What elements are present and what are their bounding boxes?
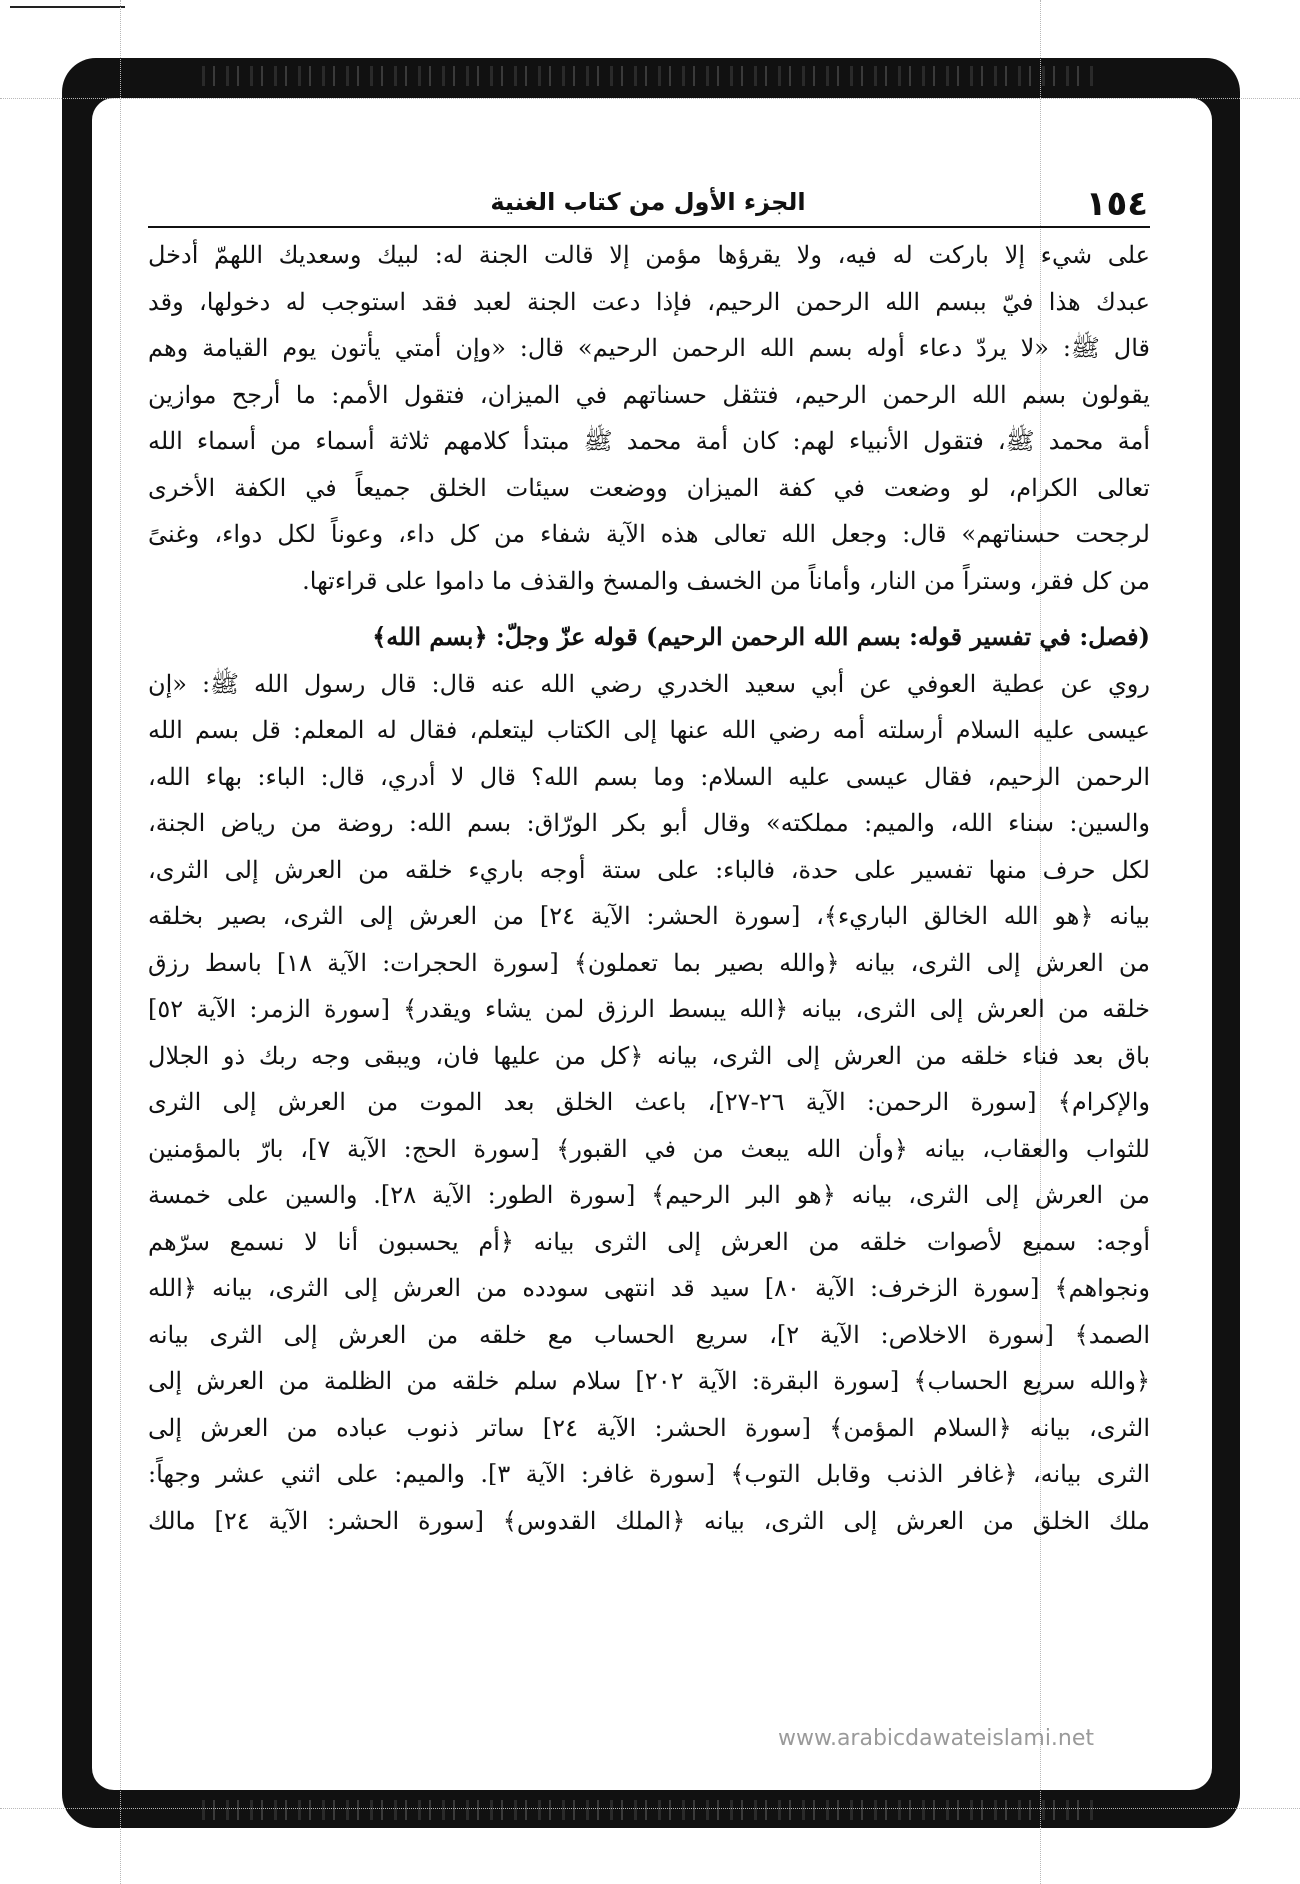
text-line: ملك الخلق من العرش إلى الثرى، بيانه ﴿الملك القدوس﴾ [سورة الحشر: الآية ٢٤] مالك bbox=[148, 1506, 1150, 1535]
text-line: على شيء إلا باركت له فيه، ولا يقرؤها مؤمن إلا قالت الجنة له: لبيك وسعديك اللهمّ أدخل bbox=[148, 241, 1150, 269]
text-line: عبدك هذا فيّ ببسم الله الرحمن الرحيم، فإذا دعت الجنة لعبد فقد استوجب له دخولها، وقد bbox=[148, 287, 1150, 316]
text-line: ﴿والله سريع الحساب﴾ [سورة البقرة: الآية ٢٠٢] سلام سلم خلقه من الظلمة من العرش إلى bbox=[148, 1367, 1150, 1395]
text-line: باق بعد فناء خلقه من العرش إلى الثرى، بيانه ﴿كل من عليها فان، ويبقى وجه ربك ذو الجلال bbox=[148, 1041, 1150, 1070]
text-line: قال ﷺ: «لا يردّ دعاء أوله بسم الله الرحمن الرحيم» قال: «وإن أمتي يأتون يوم القيامة وهم bbox=[148, 334, 1150, 362]
watermark-url: www.arabicdawateislami.net bbox=[778, 1726, 1095, 1751]
text-line: الثرى، بيانه ﴿السلام المؤمن﴾ [سورة الحشر: الآية ٢٤] ساتر ذنوب عباده من العرش إلى bbox=[148, 1413, 1150, 1442]
text-line: من العرش إلى الثرى، بيانه ﴿والله بصير بما تعملون﴾ [سورة الحجرات: الآية ١٨] باسط رزق bbox=[148, 948, 1150, 977]
body-text bbox=[148, 232, 1150, 1544]
text-line: ونجواهم﴾ [سورة الزخرف: الآية ٨٠] سيد قد انتهى سودده من العرش إلى الثرى، بيانه ﴿الله bbox=[148, 1274, 1150, 1302]
text-line: والإكرام﴾ [سورة الرحمن: الآية ٢٦-٢٧]، باعث الخلق بعد الموت من العرش إلى الثرى bbox=[148, 1088, 1150, 1116]
text-line: تعالى الكرام، لو وضعت في كفة الميزان ووضعت سيئات الخلق جميعاً في الكفة الأخرى bbox=[148, 473, 1150, 502]
text-line: خلقه من العرش إلى الثرى، بيانه ﴿الله يبسط الرزق لمن يشاء ويقدر﴾ [سورة الزمر: الآية ٥٢] bbox=[148, 995, 1150, 1023]
header-rule bbox=[148, 226, 1150, 228]
text-line: يقولون بسم الله الرحمن الرحيم، فتثقل حسناتهم في الميزان، فتقول الأمم: ما أرجح موازين bbox=[148, 380, 1150, 409]
text-line: الرحمن الرحيم، فقال عيسى عليه السلام: وما بسم الله؟ قال لا أدري، قال: الباء: بهاء الله، bbox=[148, 762, 1150, 791]
text-line: الصمد﴾ [سورة الاخلاص: الآية ٢]، سريع الحساب مع خلقه من العرش إلى الثرى بيانه bbox=[148, 1320, 1150, 1349]
text-line: من العرش إلى الثرى، بيانه ﴿هو البر الرحيم﴾ [سورة الطور: الآية ٢٨]. والسين على خمسة bbox=[148, 1181, 1150, 1209]
text-line: لرجحت حسناتهم» قال: وجعل الله تعالى هذه الآية شفاء من كل داء، وعوناً لكل دواء، وغنىً bbox=[148, 520, 1150, 548]
running-title: الجزء الأول من كتاب الغنية bbox=[490, 188, 806, 216]
text-line: عيسى عليه السلام أرسلته أمه رضي الله عنها إلى الكتاب ليتعلم، فقال له المعلم: قل بسم الله bbox=[148, 716, 1150, 744]
text-line: أوجه: سميع لأصوات خلقه من العرش إلى الثرى بيانه ﴿أم يحسبون أنا لا نسمع سرّهم bbox=[148, 1227, 1150, 1256]
text-line: بيانه ﴿هو الله الخالق الباريء﴾، [سورة الحشر: الآية ٢٤] من العرش إلى الثرى، بصير بخلقه bbox=[148, 902, 1150, 930]
scan-guide-line bbox=[120, 0, 121, 1884]
scan-guide-line bbox=[0, 98, 1300, 99]
text-line: روي عن عطية العوفي عن أبي سعيد الخدري رضي الله عنه قال: قال رسول الله ﷺ: «إن bbox=[148, 669, 1150, 698]
text-line: من كل فقر، وستراً من النار، وأماناً من الخسف والمسخ والقذف ما داموا على قراءتها. bbox=[302, 566, 1150, 595]
scan-guide-line bbox=[0, 1808, 1300, 1809]
text-line: الثرى بيانه، ﴿غافر الذنب وقابل التوب﴾ [سورة غافر: الآية ٣]. والميم: على اثني عشر وجهاً: bbox=[148, 1460, 1150, 1488]
text-line: لكل حرف منها تفسير على حدة، فالباء: على ستة أوجه باريء خلقه من العرش إلى الثرى، bbox=[148, 855, 1150, 884]
scan-edge-mark bbox=[10, 6, 125, 8]
frame-bottom-ornament bbox=[202, 1800, 1100, 1820]
text-line: والسين: سناء الله، والميم: مملكته» وقال أبو بكر الورّاق: بسم الله: روضة من رياض الجنة، bbox=[148, 809, 1150, 837]
text-line: أمة محمد ﷺ، فتقول الأنبياء لهم: كان أمة محمد ﷺ مبتدأ كلامهم ثلاثة أسماء من أسماء الله bbox=[148, 427, 1150, 455]
text-line: للثواب والعقاب، بيانه ﴿وأن الله يبعث من في القبور﴾ [سورة الحج: الآية ٧]، بارّ بالمؤمنين bbox=[148, 1134, 1150, 1163]
section-heading: (فصل: في تفسير قوله: بسم الله الرحمن الرحيم) قوله عزّ وجلّ: ﴿بسم الله﴾ bbox=[372, 622, 1150, 651]
page-header bbox=[148, 180, 1148, 228]
frame-top-ornament bbox=[202, 66, 1100, 86]
page-number: ١٥٤ bbox=[1085, 184, 1148, 224]
